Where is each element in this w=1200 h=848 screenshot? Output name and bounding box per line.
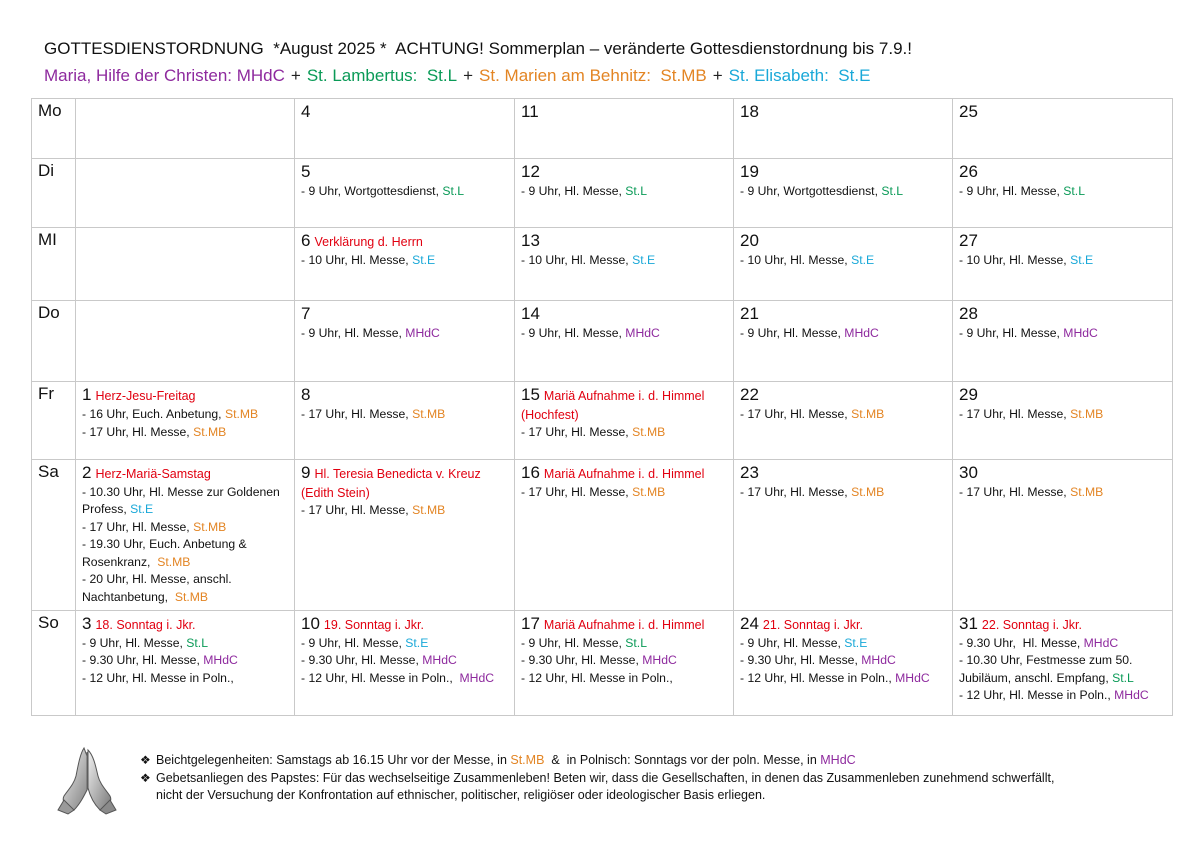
church-tag: MHdC [405, 326, 440, 341]
service-text: - 17 Uhr, Hl. Messe, [740, 484, 852, 499]
church-tag: St.MB [412, 407, 446, 422]
cell-header [959, 101, 1166, 123]
day-number: 5 [301, 162, 311, 182]
church-tag: St.MB [224, 407, 259, 422]
service-entry [959, 252, 1166, 270]
day-number: 17 [521, 613, 540, 633]
calendar-cell [295, 382, 515, 459]
cell-header [301, 161, 508, 183]
weekday-label: So [32, 610, 76, 715]
service-text: - 20 Uhr, Hl. Messe, anschl. Nachtanbetung, [82, 572, 236, 604]
calendar-row-mo [32, 99, 1173, 159]
weekday-label: Mo [32, 99, 76, 159]
day-number: 24 [740, 613, 759, 633]
church-tag: MHdC [844, 326, 879, 341]
calendar-cell [953, 159, 1173, 228]
service-entry [521, 183, 727, 201]
day-number: 6 [301, 231, 311, 251]
cell-header [521, 303, 727, 325]
service-text: - 10 Uhr, Hl. Messe, [301, 253, 413, 268]
day-number: 31 [959, 613, 978, 633]
church-tag: St.E [632, 253, 656, 268]
church-tag: St.MB [632, 484, 666, 499]
service-text: - 9 Uhr, Hl. Messe, [521, 184, 626, 199]
calendar-cell [76, 159, 295, 228]
service-text: - 10.30 Uhr, Festmesse zum 50. Jubiläum, anschl. Empfang, [959, 653, 1136, 685]
feast-label: 21. Sonntag i. Jkr. [762, 617, 863, 632]
service-text: - 17 Uhr, Hl. Messe, [959, 484, 1071, 499]
page-header [44, 36, 912, 89]
service-entry [740, 406, 946, 424]
weekday-label: Do [32, 301, 76, 382]
service-text: - 17 Uhr, Hl. Messe, [301, 407, 413, 422]
service-text: - 16 Uhr, Euch. Anbetung, [82, 407, 225, 422]
service-text: - 9.30 Uhr, Hl. Messe, [959, 635, 1084, 650]
day-number: 18 [740, 102, 759, 121]
service-entry [301, 406, 508, 424]
footer-notes [140, 752, 1054, 805]
cell-header [301, 462, 508, 484]
service-text: - 17 Uhr, Hl. Messe, [301, 502, 413, 517]
day-number: 13 [521, 231, 540, 251]
cell-header [521, 462, 727, 484]
service-entry [521, 252, 727, 270]
weekday-label: MI [32, 228, 76, 301]
church-tag: MHdC [625, 326, 660, 341]
service-text: - 10.30 Uhr, Hl. Messe zur Goldenen Profess, [82, 484, 284, 517]
service-entry [82, 519, 288, 537]
feast-label: Mariä Aufnahme i. d. Himmel [543, 466, 705, 481]
service-entry [82, 424, 288, 442]
church-tag: St.L [442, 184, 465, 199]
calendar-cell [76, 382, 295, 459]
service-entry [82, 635, 288, 653]
service-entry [959, 635, 1166, 653]
service-text: - 9 Uhr, Hl. Messe, [959, 184, 1064, 199]
service-entry [301, 252, 508, 270]
service-entry [740, 183, 946, 201]
church-tag: MHdC [459, 670, 495, 685]
calendar-cell [953, 382, 1173, 459]
church-tag: MHdC [642, 653, 677, 668]
church-tag: St.MB [632, 425, 666, 440]
cell-header [301, 613, 508, 635]
service-text: - 17 Uhr, Hl. Messe, [82, 519, 194, 534]
feast-label: 22. Sonntag i. Jkr. [981, 617, 1082, 632]
service-text: - 19.30 Uhr, Euch. Anbetung & Rosenkranz, [82, 537, 251, 569]
calendar-cell [76, 610, 295, 715]
service-text: - 9 Uhr, Wortgottesdienst, [301, 184, 443, 199]
service-entry [82, 652, 288, 670]
calendar-cell [953, 610, 1173, 715]
calendar-row-fr [32, 382, 1173, 459]
calendar-row-di [32, 159, 1173, 228]
weekday-label: Fr [32, 382, 76, 459]
church-tag: MHdC [861, 653, 896, 668]
calendar-cell [515, 228, 734, 301]
calendar-row-do [32, 301, 1173, 382]
church-tag: St.E [1070, 253, 1094, 268]
feast-label: Herz-Mariä-Samstag [95, 466, 211, 481]
day-number: 1 [82, 385, 92, 405]
service-text: - 12 Uhr, Hl. Messe in Poln., [301, 670, 460, 685]
service-entry [301, 652, 508, 670]
service-text: - 9 Uhr, Hl. Messe, [301, 635, 406, 650]
calendar-cell [515, 159, 734, 228]
church-tag: St.MB [412, 502, 446, 517]
day-number: 4 [301, 102, 311, 121]
calendar-cell [515, 610, 734, 715]
church-tag: St.MB [157, 554, 191, 569]
cell-header [521, 384, 727, 406]
service-text: - 12 Uhr, Hl. Messe in Poln., [959, 688, 1115, 703]
day-number: 14 [521, 304, 540, 324]
service-entry [959, 687, 1166, 705]
cell-header [959, 303, 1166, 325]
cell-header [740, 384, 946, 406]
calendar-cell [734, 228, 953, 301]
service-text: - 9.30 Uhr, Hl. Messe, [740, 653, 862, 668]
cell-header [301, 384, 508, 406]
day-number: 19 [740, 162, 759, 182]
calendar-row-mi [32, 228, 1173, 301]
calendar-cell [515, 99, 734, 159]
church-legend-stmb: St. Marien am Behnitz: St.MB [479, 66, 707, 85]
calendar-cell [734, 99, 953, 159]
service-entry [82, 670, 288, 688]
service-text: - 17 Uhr, Hl. Messe, [959, 407, 1071, 422]
cell-header [301, 101, 508, 123]
feast-label: 18. Sonntag i. Jkr. [95, 617, 196, 632]
service-entry [82, 484, 288, 519]
page-title: GOTTESDIENSTORDNUNG *August 2025 * ACHTUNG! Sommerplan – veränderte Gottesdienstordnung bis 7.9.! [44, 39, 912, 58]
confession-tag-mhdc: MHdC [820, 753, 856, 767]
weekday-label: Di [32, 159, 76, 228]
calendar-row-so [32, 610, 1173, 715]
church-tag: St.MB [193, 424, 227, 439]
service-entry [521, 424, 727, 442]
church-tag: MHdC [895, 670, 930, 685]
service-entry [959, 183, 1166, 201]
feast-label: Mariä Aufnahme i. d. Himmel [543, 389, 705, 404]
service-entry [740, 635, 946, 653]
service-text: - 10 Uhr, Hl. Messe, [740, 253, 852, 268]
cell-header [521, 613, 727, 635]
calendar-cell [515, 382, 734, 459]
cell-header [740, 101, 946, 123]
confession-text-polish: & in Polnisch: Sonntags vor der poln. Messe, in [544, 753, 821, 767]
day-number: 22 [740, 385, 759, 405]
service-text: - 10 Uhr, Hl. Messe, [521, 253, 633, 268]
day-number: 8 [301, 385, 311, 405]
cell-header [521, 230, 727, 252]
cell-header [301, 230, 508, 252]
service-text: - 17 Uhr, Hl. Messe, [521, 484, 633, 499]
legend-plus: + [463, 66, 474, 85]
feast-label: Hl. Teresia Benedicta v. Kreuz [314, 466, 481, 481]
cell-header [521, 101, 727, 123]
service-entry [740, 652, 946, 670]
cell-header [959, 230, 1166, 252]
calendar-cell [515, 301, 734, 382]
cell-header [521, 161, 727, 183]
service-text: - 9 Uhr, Hl. Messe, [959, 326, 1064, 341]
calendar-cell [734, 159, 953, 228]
church-tag: St.MB [851, 407, 885, 422]
cell-header [959, 613, 1166, 635]
service-text: - 9.30 Uhr, Hl. Messe, [301, 653, 423, 668]
service-text: - 9.30 Uhr, Hl. Messe, [82, 653, 204, 668]
calendar-cell [295, 228, 515, 301]
cell-header [82, 462, 288, 484]
day-number: 3 [82, 613, 92, 633]
calendar-cell [295, 459, 515, 610]
bullet-icon: ❖ [140, 753, 151, 767]
legend-plus: + [290, 66, 301, 85]
day-number: 28 [959, 304, 978, 324]
service-entry [82, 406, 288, 424]
day-number: 20 [740, 231, 759, 251]
feast-label: Herz-Jesu-Freitag [95, 389, 196, 404]
service-entry [740, 484, 946, 502]
church-tag: St.L [1063, 184, 1085, 199]
calendar-cell [76, 99, 295, 159]
service-text: - 9 Uhr, Hl. Messe, [740, 635, 845, 650]
day-number: 2 [82, 462, 92, 482]
service-entry [82, 571, 288, 606]
church-tag: St.E [844, 635, 868, 650]
church-tag: St.E [412, 253, 436, 268]
calendar-cell [76, 459, 295, 610]
service-entry [740, 252, 946, 270]
cell-header [959, 384, 1166, 406]
day-number: 9 [301, 462, 311, 482]
calendar-cell [953, 228, 1173, 301]
cell-header [301, 303, 508, 325]
footer-prayer-line-cont: nicht der Versuchung der Konfrontation auf ethnischer, politischer, religiöser oder ideologischer Basis erliegen. [156, 788, 766, 802]
church-tag: St.MB [193, 519, 227, 534]
day-number: 25 [959, 102, 978, 121]
day-number: 21 [740, 304, 759, 324]
confession-text: Beichtgelegenheiten: Samstags ab 16.15 Uhr vor der Messe, in [156, 753, 511, 767]
church-tag: St.MB [1070, 484, 1104, 499]
cell-header [82, 384, 288, 406]
calendar-cell [295, 159, 515, 228]
feast-label-cont: (Hochfest) [521, 408, 579, 423]
cell-header [959, 462, 1166, 484]
service-text: - 17 Uhr, Hl. Messe, [740, 407, 852, 422]
service-text: - 9 Uhr, Wortgottesdienst, [740, 184, 882, 199]
church-legend-ste: St. Elisabeth: St.E [728, 66, 871, 85]
service-text: - 10 Uhr, Hl. Messe, [959, 253, 1071, 268]
calendar-cell [515, 459, 734, 610]
day-number: 30 [959, 462, 978, 482]
day-number: 7 [301, 304, 311, 324]
calendar-cell [734, 459, 953, 610]
calendar-body [32, 99, 1173, 716]
cell-header [740, 303, 946, 325]
cell-header [959, 161, 1166, 183]
day-number: 29 [959, 385, 978, 405]
service-text: - 9 Uhr, Hl. Messe, [521, 635, 626, 650]
church-tag: St.E [851, 253, 875, 268]
church-legend-stl: St. Lambertus: St.L [306, 66, 458, 85]
calendar-cell [295, 99, 515, 159]
service-text: - 9 Uhr, Hl. Messe, [521, 326, 626, 341]
service-entry [301, 183, 508, 201]
calendar-cell [76, 228, 295, 301]
church-tag: MHdC [1114, 688, 1149, 703]
service-entry [959, 484, 1166, 502]
legend-plus: + [712, 66, 723, 85]
footer-prayer-line [140, 770, 1054, 788]
confession-tag-stmb: St.MB [510, 753, 545, 767]
day-number: 16 [521, 462, 540, 482]
service-entry [301, 325, 508, 343]
service-text: - 17 Uhr, Hl. Messe, [82, 424, 194, 439]
church-tag: St.E [405, 635, 429, 650]
church-tag: MHdC [203, 653, 238, 668]
bullet-icon: ❖ [140, 770, 151, 785]
cell-header [740, 230, 946, 252]
feast-label: 19. Sonntag i. Jkr. [323, 617, 424, 632]
service-text: - 12 Uhr, Hl. Messe in Poln., [740, 670, 896, 685]
church-tag: MHdC [1063, 326, 1098, 341]
church-tag: St.L [625, 635, 647, 650]
service-entry [521, 670, 727, 688]
day-number: 23 [740, 462, 759, 482]
church-tag: St.L [1112, 670, 1134, 685]
church-tag: St.MB [1070, 407, 1104, 422]
service-entry [521, 652, 727, 670]
church-tag: St.L [881, 184, 904, 199]
service-text: - 9 Uhr, Hl. Messe, [301, 326, 406, 341]
feast-label: Verklärung d. Herrn [314, 235, 423, 250]
service-entry [521, 635, 727, 653]
cell-header [740, 161, 946, 183]
service-text: - 12 Uhr, Hl. Messe in Poln., [521, 670, 673, 685]
service-entry [959, 652, 1166, 687]
church-tag: St.E [130, 502, 154, 517]
calendar-table [31, 98, 1173, 716]
day-number: 27 [959, 231, 978, 251]
service-entry [82, 536, 288, 571]
day-number: 11 [521, 102, 539, 121]
service-text: - 17 Uhr, Hl. Messe, [521, 425, 633, 440]
service-entry [959, 406, 1166, 424]
feast-label: Mariä Aufnahme i. d. Himmel [543, 617, 705, 632]
calendar-cell [734, 610, 953, 715]
church-tag: St.MB [851, 484, 885, 499]
calendar-cell [76, 301, 295, 382]
service-text: - 9 Uhr, Hl. Messe, [82, 635, 187, 650]
cell-header [82, 613, 288, 635]
service-text: - 9.30 Uhr, Hl. Messe, [521, 653, 643, 668]
service-entry [521, 325, 727, 343]
day-number: 26 [959, 162, 978, 182]
prayer-intention-text: Gebetsanliegen des Papstes: Für das wechselseitige Zusammenleben! Beten wir, dass die Gesellschaften, in denen das Zusammenleben zunehmend schwerfällt, [156, 770, 1055, 785]
service-entry [959, 325, 1166, 343]
calendar-cell [953, 301, 1173, 382]
service-entry [740, 325, 946, 343]
calendar-cell [734, 382, 953, 459]
calendar-cell [953, 459, 1173, 610]
service-text: - 9 Uhr, Hl. Messe, [740, 326, 845, 341]
calendar-row-sa [32, 459, 1173, 610]
day-number: 10 [301, 613, 320, 633]
calendar-cell [953, 99, 1173, 159]
day-number: 15 [521, 385, 540, 405]
praying-hands-icon [54, 744, 126, 816]
service-entry [301, 670, 508, 688]
church-tag: St.L [186, 635, 208, 650]
day-number: 12 [521, 162, 540, 182]
church-tag: St.MB [174, 589, 209, 604]
church-tag: MHdC [422, 653, 457, 668]
service-entry [521, 484, 727, 502]
cell-header [740, 613, 946, 635]
calendar-cell [734, 301, 953, 382]
service-entry [740, 670, 946, 688]
cell-header [740, 462, 946, 484]
church-legend-mhdc: Maria, Hilfe der Christen: MHdC [44, 66, 285, 85]
church-legend [44, 63, 912, 89]
weekday-label: Sa [32, 459, 76, 610]
calendar-cell [295, 610, 515, 715]
calendar-cell [295, 301, 515, 382]
service-text: - 12 Uhr, Hl. Messe in Poln., [82, 670, 234, 685]
feast-label-cont: (Edith Stein) [301, 485, 370, 500]
footer-confession-line [140, 752, 1054, 770]
church-tag: St.L [625, 184, 647, 199]
church-tag: MHdC [1083, 635, 1119, 650]
service-entry [301, 502, 508, 520]
service-entry [301, 635, 508, 653]
